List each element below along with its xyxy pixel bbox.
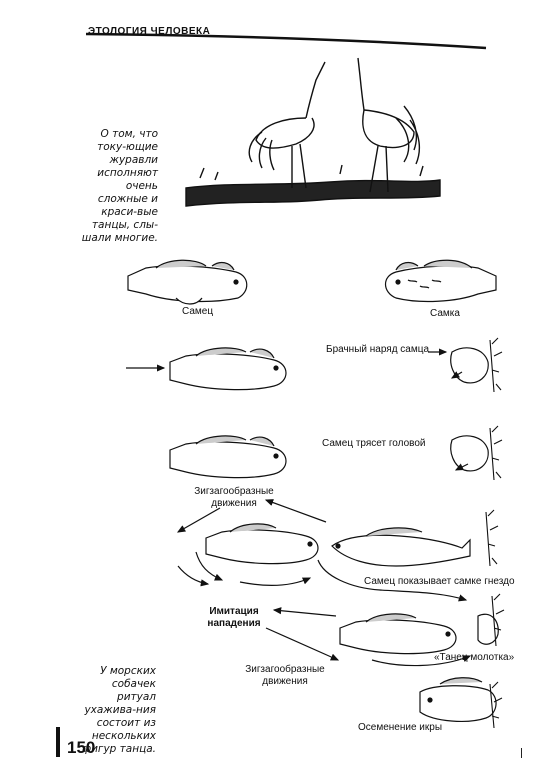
fertilization-goby-drawing [420,678,496,722]
female-goby-drawing [386,260,497,301]
label-zigzag-2: Зигзагообразные движения [245,664,325,687]
male-display-goby-drawing [170,348,286,390]
margin-tick [521,748,522,758]
page-number-bar [56,727,60,757]
running-header: ЭТОЛОГИЯ ЧЕЛОВЕКА [88,26,211,37]
label-male-display: Брачный наряд самца [326,344,430,355]
nest-plants [486,338,504,728]
label-hammer-dance: «Танец молотка» [434,652,515,663]
zigzag-goby-drawing [206,524,318,564]
label-zigzag-1: Зигзагообразные движения [194,486,274,509]
label-nest-show: Самец показывает самке гнездо [364,576,515,587]
head-shake-goby-drawing [170,436,286,478]
label-attack-imitation: Имитация нападения [207,606,261,629]
cranes-caption: О том, что току-ющие журавли исполняют очень сложные и краси-вые танцы, слы-шали многие. [81,128,158,244]
attack-goby-drawing [340,614,456,654]
movement-arrows [126,352,470,666]
label-fertilization: Осеменение икры [358,722,443,733]
label-female: Самка [430,308,460,319]
label-head-shake: Самец трясет головой [322,438,426,449]
nest-goby-drawing [332,528,470,566]
gobies-caption: У морских собачек ритуал ухажива-ния состоит из нескольких фигур танца. [82,665,156,755]
male-goby-drawing [128,260,247,304]
label-male: Самец [182,306,214,317]
header-rule [86,34,486,48]
page-number: 150 [67,738,96,757]
head-view-drawings [451,348,499,644]
dancing-cranes-illustration [186,58,440,206]
